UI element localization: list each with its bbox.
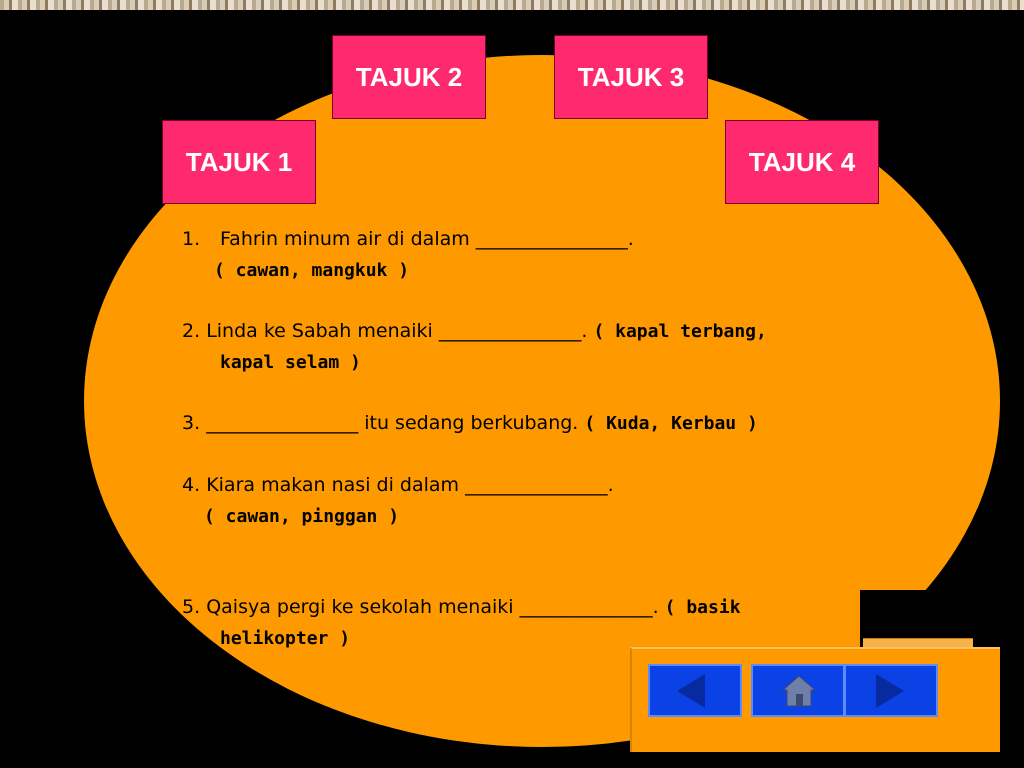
- question-text: Kiara makan nasi di dalam _______________.: [206, 474, 614, 496]
- question-1: [182, 228, 634, 250]
- next-button[interactable]: [844, 664, 938, 717]
- question-blank: ________________: [206, 412, 359, 434]
- question-4: [182, 474, 614, 496]
- question-3: [182, 412, 758, 434]
- tab-tajuk-3[interactable]: TAJUK 3: [554, 35, 708, 119]
- nav-panel-edge: [863, 638, 973, 647]
- tab-tajuk-2[interactable]: TAJUK 2: [332, 35, 486, 119]
- home-icon: [781, 674, 817, 708]
- question-number: 5.: [182, 596, 201, 618]
- question-number: 1.: [182, 228, 201, 250]
- question-number: 2.: [182, 320, 201, 342]
- prev-button[interactable]: [648, 664, 742, 717]
- question-text: Fahrin minum air di dalam ________________.: [220, 228, 634, 250]
- question-2-options-line2: kapal selam ): [220, 352, 361, 373]
- question-text: Qaisya pergi ke sekolah menaiki ______________.: [206, 596, 659, 618]
- question-text: Linda ke Sabah menaiki _______________.: [206, 320, 588, 342]
- question-2-options-line1: ( kapal terbang,: [593, 321, 767, 342]
- tab-tajuk-4[interactable]: TAJUK 4: [725, 120, 879, 204]
- question-number: 3.: [182, 412, 201, 434]
- home-button[interactable]: [751, 664, 845, 717]
- question-5-options-line2: helikopter ): [220, 628, 351, 649]
- tab-tajuk-1[interactable]: TAJUK 1: [162, 120, 316, 204]
- left-arrow-icon: [677, 674, 705, 708]
- question-number: 4.: [182, 474, 201, 496]
- right-arrow-icon: [876, 674, 904, 708]
- question-5-options-line1: ( basik: [664, 597, 741, 618]
- question-3-options: ( Kuda, Kerbau ): [584, 413, 758, 434]
- top-decorative-strip: [0, 0, 1024, 10]
- question-text: itu sedang berkubang.: [364, 412, 579, 434]
- question-1-options: ( cawan, mangkuk ): [214, 260, 410, 281]
- question-2: [182, 320, 767, 342]
- question-5: [182, 596, 741, 618]
- question-4-options: ( cawan, pinggan ): [204, 506, 400, 527]
